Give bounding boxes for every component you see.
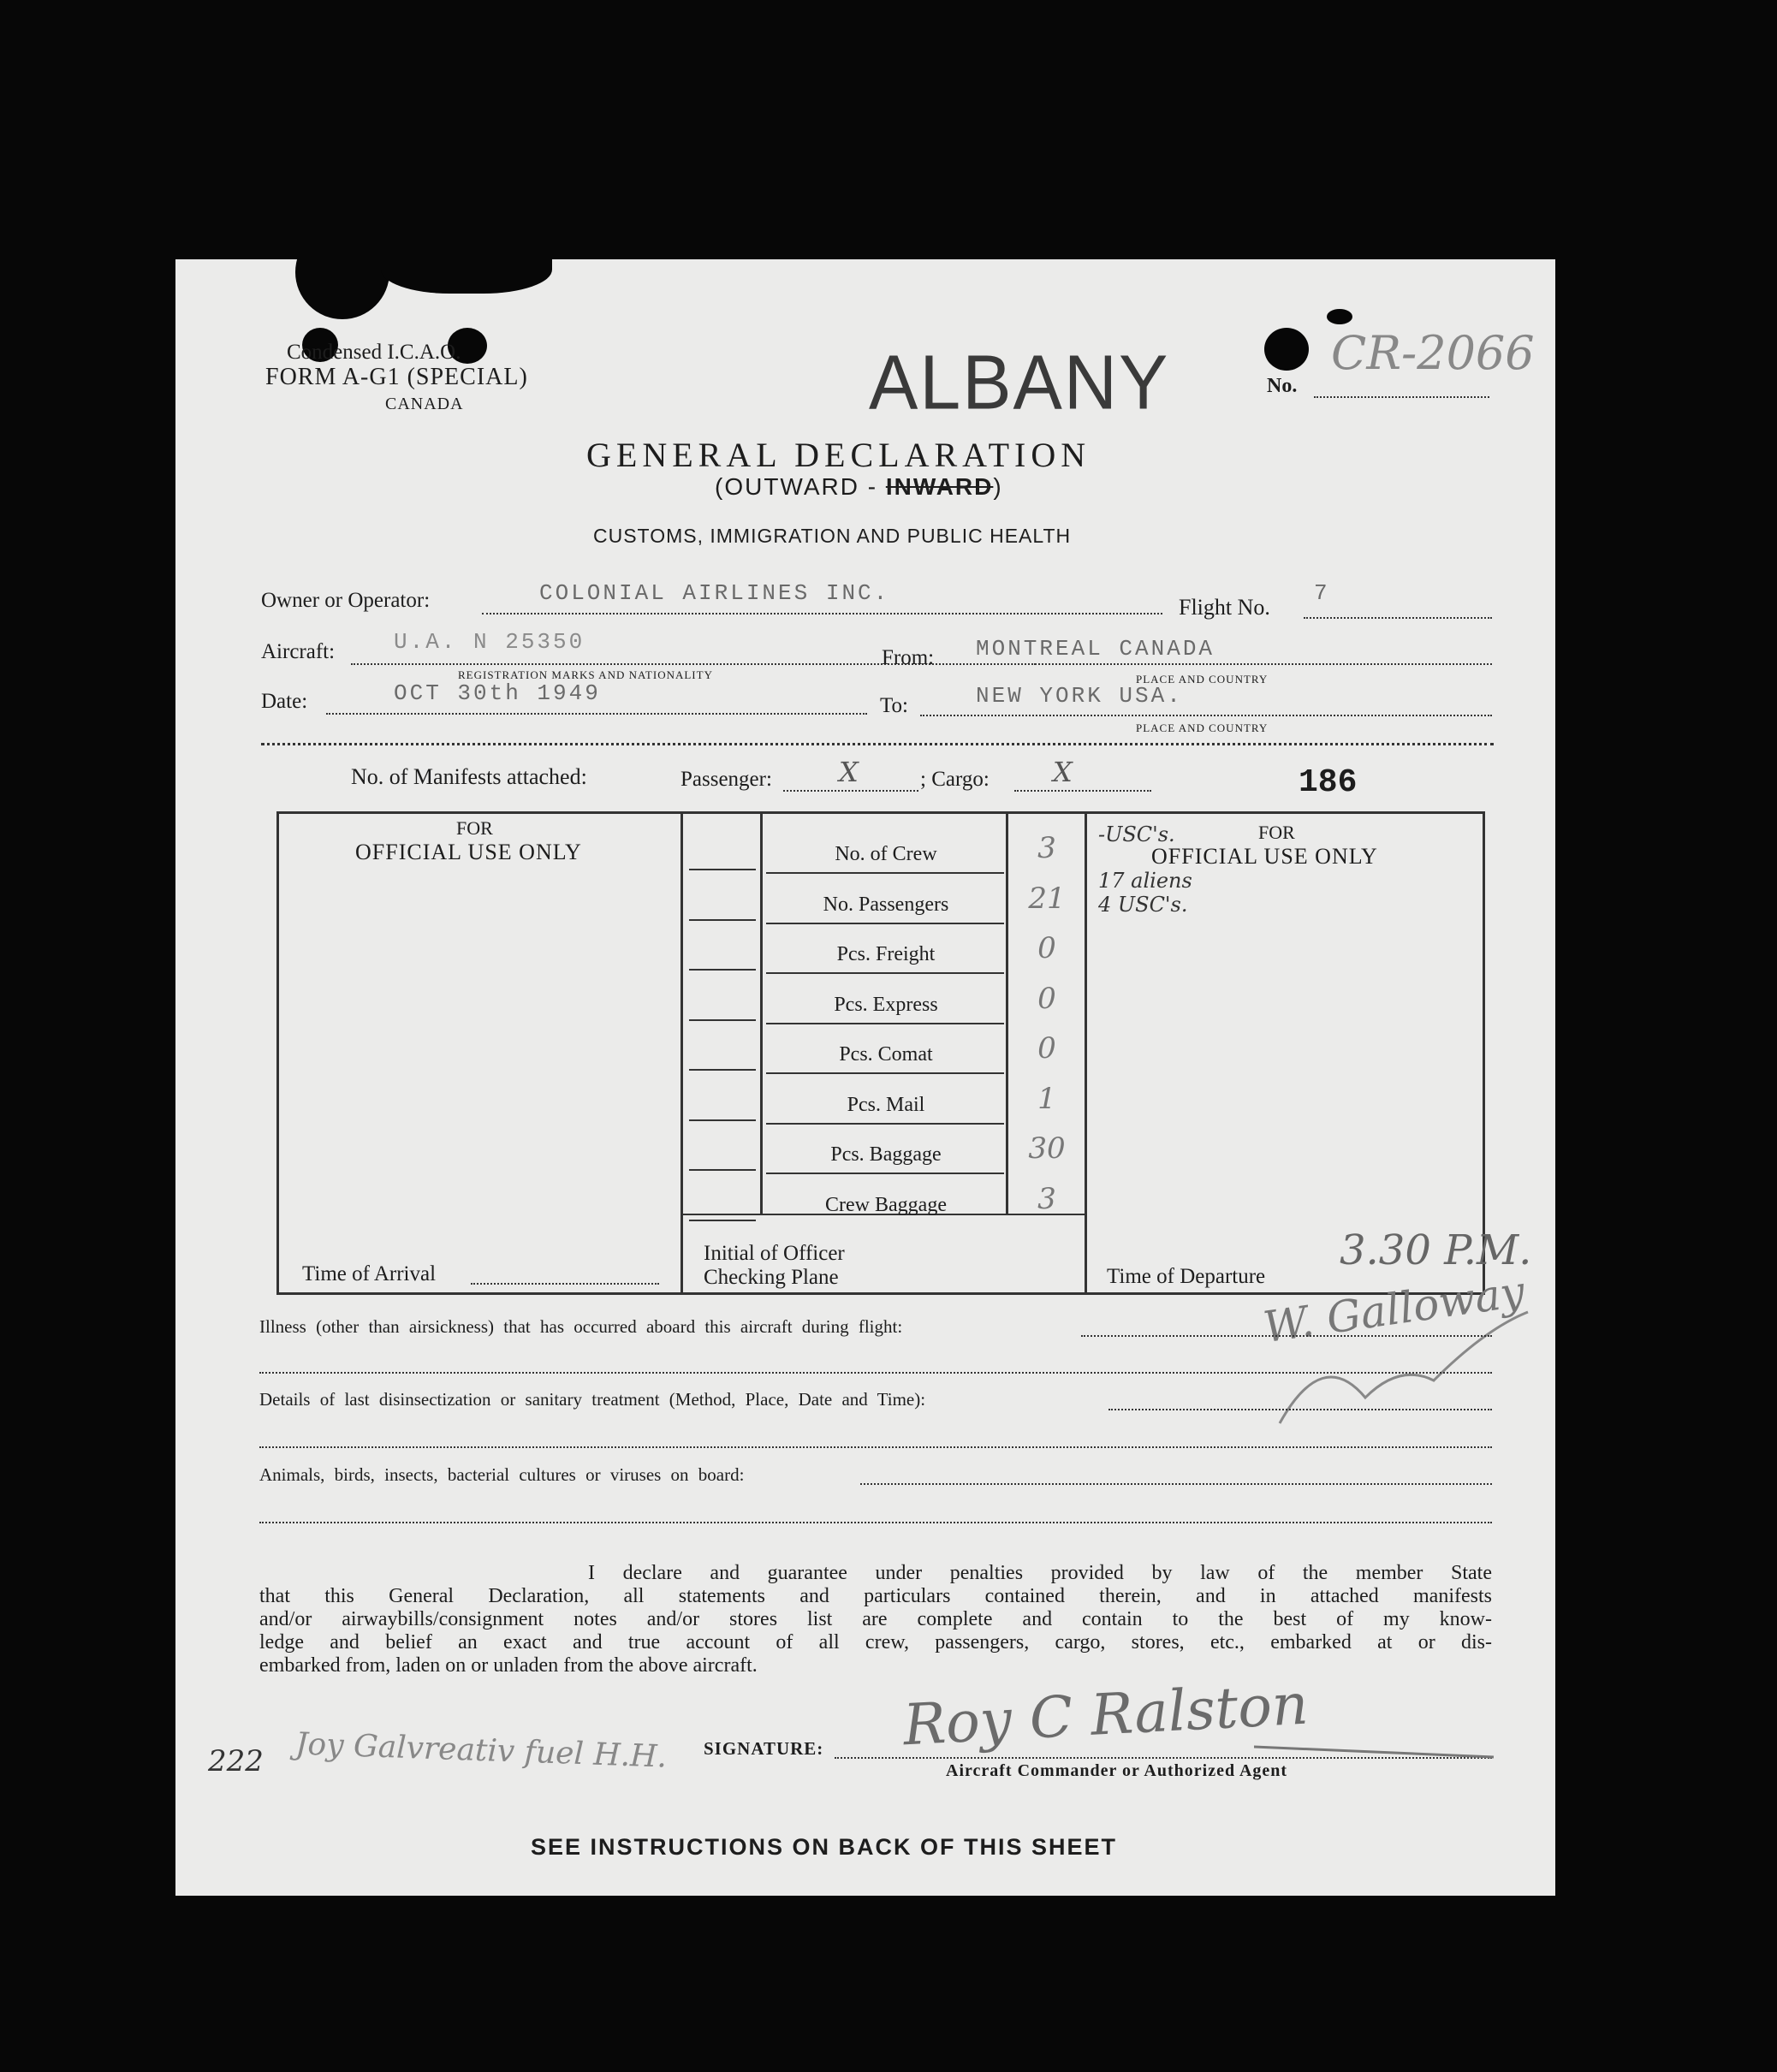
declaration-line-2: that this General Declaration, all statements and particulars contained therein, and in attached manifests xyxy=(259,1585,1492,1607)
from-label: From: xyxy=(882,646,935,669)
flight-line xyxy=(1304,617,1492,619)
officer-signature: W. Galloway xyxy=(1260,1266,1528,1353)
no-value: CR-2066 xyxy=(1331,326,1535,380)
initial-rule xyxy=(689,969,756,971)
albany-stamp: ALBANY xyxy=(869,339,1170,426)
table-divider-value xyxy=(1006,811,1008,1214)
signature-caption: Aircraft Commander or Authorized Agent xyxy=(946,1761,1288,1780)
form-country: CANADA xyxy=(385,395,464,413)
manifest-number: 186 xyxy=(1299,764,1358,801)
date-value: OCT 30th 1949 xyxy=(394,680,601,706)
cargo-manifest-label: ; Cargo: xyxy=(920,768,990,791)
officer-signature-stroke xyxy=(1271,1295,1545,1432)
time-departure-value: 3.30 P.M. xyxy=(1340,1226,1532,1274)
right-note-aliens: 17 aliens xyxy=(1098,869,1192,893)
from-line xyxy=(946,663,1492,665)
animals-line xyxy=(860,1483,1492,1485)
declaration-line-4: ledge and belief an exact and true account of all crew, passengers, cargo, stores, etc., embarked at or dis- xyxy=(259,1631,1492,1653)
punch-mark-top xyxy=(1327,309,1352,324)
cargo-manifest-value: X xyxy=(1053,756,1073,788)
row-value: 0 xyxy=(1037,981,1056,1016)
row-value: 3 xyxy=(1037,1181,1056,1216)
initial-rule xyxy=(689,869,756,870)
row-label: Pcs. Express xyxy=(834,993,938,1016)
signature-stroke xyxy=(1254,1730,1511,1764)
passenger-manifest-line xyxy=(783,790,918,792)
header-separator xyxy=(261,743,1494,745)
initial-officer-line2: Checking Plane xyxy=(704,1266,839,1289)
row-label: Pcs. Baggage xyxy=(830,1143,942,1166)
animals-line-2 xyxy=(259,1522,1492,1523)
initial-rule xyxy=(689,1019,756,1021)
flight-value: 7 xyxy=(1314,580,1330,606)
time-arrival-label: Time of Arrival xyxy=(302,1262,437,1285)
row-label: Pcs. Mail xyxy=(847,1093,925,1116)
form-title: GENERAL DECLARATION xyxy=(586,436,1091,474)
illness-line-2 xyxy=(259,1372,1492,1374)
subtitle-struck: INWARD xyxy=(885,473,994,500)
manifests-label: No. of Manifests attached: xyxy=(351,764,587,789)
to-label: To: xyxy=(880,694,908,717)
left-official: OFFICIAL USE ONLY xyxy=(355,840,582,864)
row-rule xyxy=(766,872,1004,874)
punch-hole-right xyxy=(1264,328,1309,371)
flight-label: Flight No. xyxy=(1179,595,1270,620)
passenger-manifest-label: Passenger: xyxy=(680,768,772,791)
date-line xyxy=(326,713,867,715)
subtitle-suffix: ) xyxy=(993,473,1003,500)
signature-value: Roy C Ralston xyxy=(901,1671,1310,1759)
disinsect-line-2 xyxy=(259,1446,1492,1448)
initial-rule xyxy=(689,1069,756,1071)
from-value: MONTREAL CANADA xyxy=(976,636,1215,662)
from-caption: PLACE AND COUNTRY xyxy=(1136,673,1269,686)
declaration-line-5: embarked from, laden on or unladen from the above aircraft. xyxy=(259,1654,758,1677)
aircraft-label: Aircraft: xyxy=(261,640,336,663)
row-rule xyxy=(766,972,1004,974)
declaration-line-3: and/or airwaybills/consignment notes and/or stores list are complete and contain to the best of my know- xyxy=(259,1608,1492,1630)
row-rule xyxy=(766,1023,1004,1024)
declaration-text xyxy=(259,1562,1492,1677)
right-for: FOR xyxy=(1258,822,1295,843)
passenger-manifest-value: X xyxy=(839,756,859,788)
row-value: 0 xyxy=(1037,1031,1056,1066)
illness-line xyxy=(1081,1335,1492,1337)
instructions-footer: SEE INSTRUCTIONS ON BACK OF THIS SHEET xyxy=(531,1834,1118,1860)
table-divider-left xyxy=(680,811,683,1295)
row-value: 21 xyxy=(1028,881,1066,916)
right-note-top: -USC's. xyxy=(1098,822,1175,846)
disinsect-line xyxy=(1108,1409,1492,1410)
margin-note-text: Joy Galvreativ fuel H.H. xyxy=(294,1726,668,1775)
table-divider-right xyxy=(1085,811,1087,1295)
owner-line xyxy=(482,613,1162,614)
signature-label: SIGNATURE: xyxy=(704,1738,824,1759)
owner-value: COLONIAL AIRLINES INC. xyxy=(539,580,890,606)
row-label: No. of Crew xyxy=(835,843,937,865)
disinsect-label: Details of last disinsectization or sanitary treatment (Method, Place, Date and Time): xyxy=(259,1389,926,1410)
owner-label: Owner or Operator: xyxy=(261,589,431,612)
margin-note-number: 222 xyxy=(208,1744,264,1778)
row-value: 0 xyxy=(1037,931,1056,965)
declaration-form xyxy=(175,259,1555,1896)
aircraft-value: U.A. N 25350 xyxy=(394,629,585,655)
row-label: Crew Baggage xyxy=(825,1193,947,1216)
initial-rule xyxy=(689,1119,756,1121)
aircraft-caption: REGISTRATION MARKS AND NATIONALITY xyxy=(458,668,713,681)
illness-label: Illness (other than airsickness) that has occurred aboard this aircraft during flight: xyxy=(259,1316,903,1337)
to-caption: PLACE AND COUNTRY xyxy=(1136,721,1269,734)
right-official: OFFICIAL USE ONLY xyxy=(1151,844,1378,869)
cargo-manifest-line xyxy=(1014,790,1151,792)
row-rule xyxy=(766,923,1004,924)
table-divider-inner xyxy=(760,811,763,1214)
no-line xyxy=(1314,396,1489,398)
row-value: 3 xyxy=(1037,831,1056,865)
time-arrival-line xyxy=(471,1283,659,1285)
right-note-usc: 4 USC's. xyxy=(1098,893,1188,917)
initial-rule xyxy=(689,1169,756,1171)
department-line: CUSTOMS, IMMIGRATION AND PUBLIC HEALTH xyxy=(593,525,1072,547)
animals-label: Animals, birds, insects, bacterial cultures or viruses on board: xyxy=(259,1464,745,1485)
row-value: 1 xyxy=(1037,1081,1056,1116)
torn-corner xyxy=(295,259,389,319)
row-label: Pcs. Comat xyxy=(839,1043,933,1066)
row-rule xyxy=(766,1123,1004,1125)
row-value: 30 xyxy=(1028,1131,1066,1166)
row-rule xyxy=(766,1072,1004,1074)
row-label: No. Passengers xyxy=(823,893,949,916)
subtitle-prefix: (OUTWARD - xyxy=(715,473,886,500)
initial-officer-line1: Initial of Officer xyxy=(704,1242,845,1265)
declaration-line-1: I declare and guarantee under penalties provided by law of the member State xyxy=(588,1562,1492,1584)
initial-rule xyxy=(689,919,756,921)
to-value: NEW YORK USA. xyxy=(976,683,1183,709)
initial-rule xyxy=(689,1220,756,1221)
icao-line: Condensed I.C.A.O. xyxy=(287,341,461,364)
form-number: FORM A-G1 (SPECIAL) xyxy=(265,364,528,390)
row-rule xyxy=(766,1173,1004,1174)
row-label: Pcs. Freight xyxy=(836,943,936,965)
left-for: FOR xyxy=(456,817,493,839)
no-label: No. xyxy=(1267,375,1298,397)
to-line xyxy=(920,715,1492,716)
time-departure-label: Time of Departure xyxy=(1107,1265,1266,1288)
date-label: Date: xyxy=(261,690,308,713)
form-subtitle xyxy=(715,473,1003,501)
torn-edge xyxy=(381,259,552,294)
